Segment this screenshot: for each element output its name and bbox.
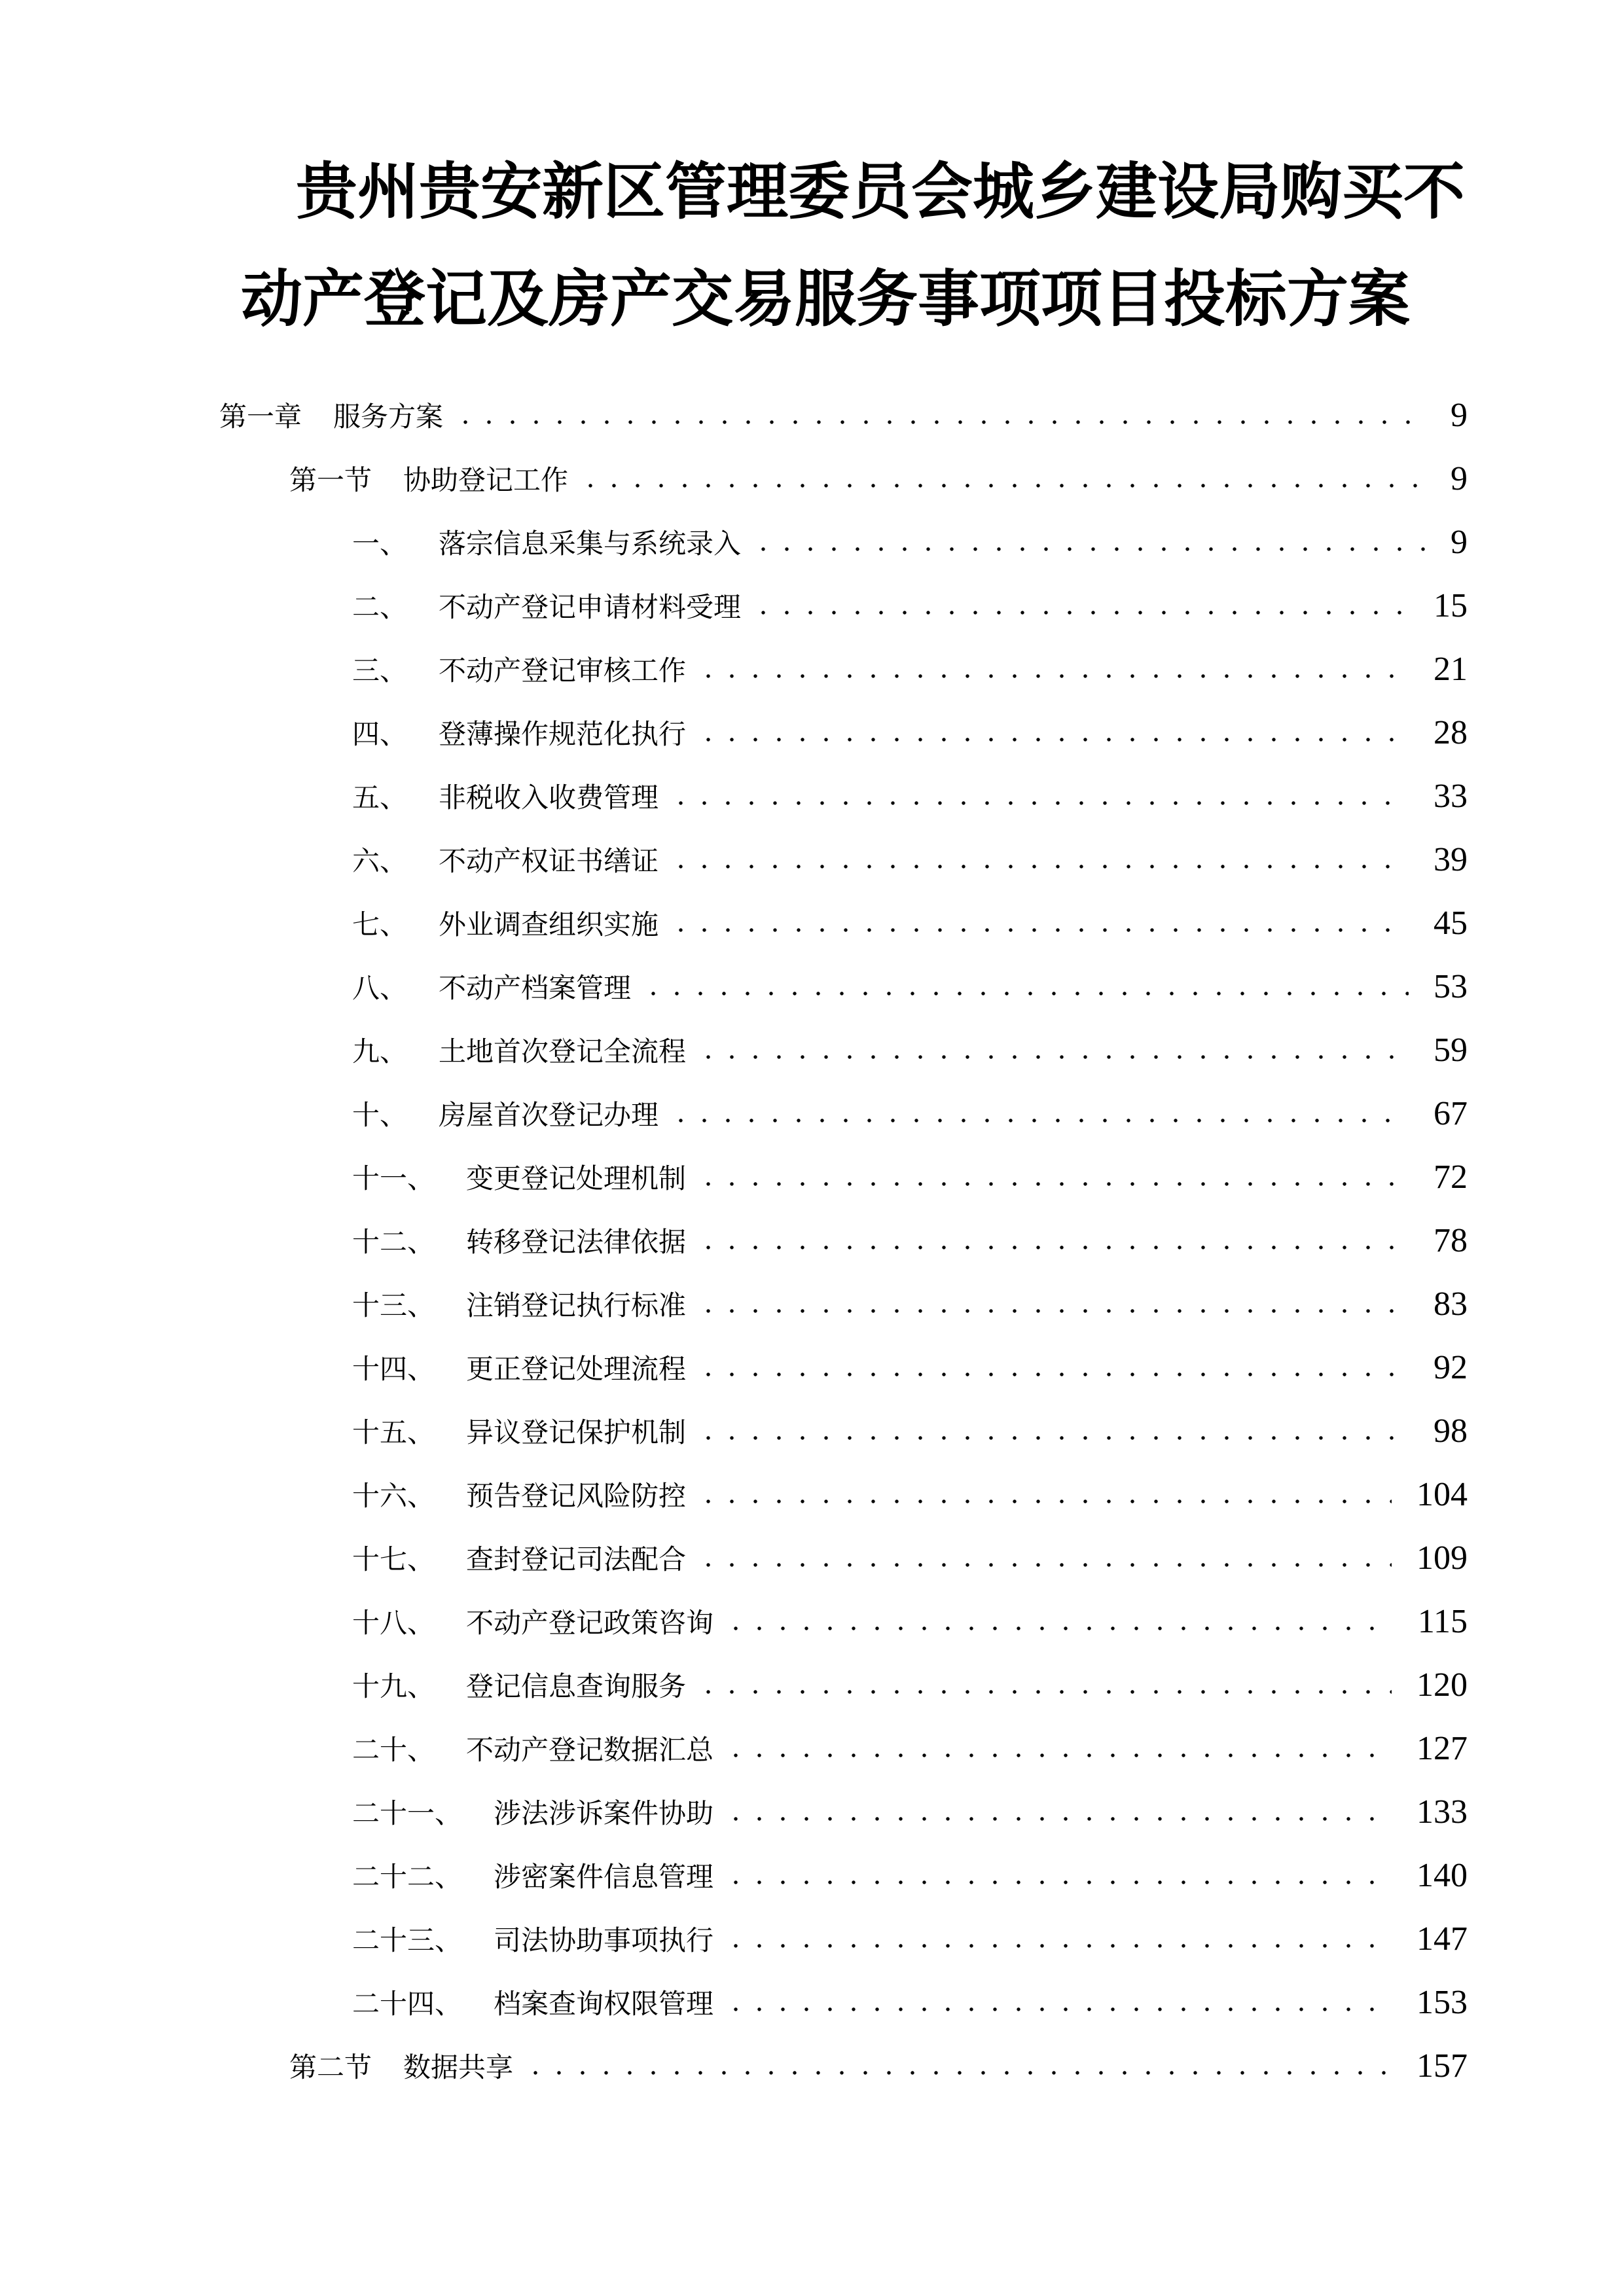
- toc-entry[interactable]: [0, 2034, 1624, 2098]
- toc-entry-page: 133: [1416, 1793, 1468, 1831]
- toc-entry-title: 房屋首次登记办理: [439, 1101, 659, 1131]
- dot-leader-icon: [524, 2069, 1392, 2077]
- toc-entry-number: 第一章: [219, 403, 302, 433]
- toc-entry-number: 十八、: [352, 1609, 435, 1639]
- toc-entry[interactable]: [0, 1272, 1624, 1336]
- toc-entry-number: 七、: [352, 910, 408, 941]
- dot-leader-icon: [696, 1180, 1409, 1188]
- toc-entry-number: 十六、: [352, 1482, 435, 1512]
- toc-entry[interactable]: [0, 1844, 1624, 1907]
- toc-entry[interactable]: [0, 1399, 1624, 1463]
- toc-entry[interactable]: [0, 1653, 1624, 1717]
- toc-entry-page: 53: [1434, 968, 1468, 1005]
- dot-leader-icon: [696, 1053, 1409, 1061]
- dot-leader-icon: [724, 1942, 1392, 1950]
- toc-entry-number: 六、: [352, 847, 408, 877]
- dot-leader-icon: [724, 1815, 1392, 1823]
- document-title-line1: 贵州贵安新区管理委员会城乡建设局购买不: [296, 158, 1466, 226]
- dot-leader-icon: [696, 1371, 1409, 1378]
- toc-entry-title: 服务方案: [333, 403, 444, 433]
- toc-entry[interactable]: [0, 1780, 1624, 1844]
- dot-leader-icon: [724, 2005, 1392, 2013]
- toc-entry-title: 档案查询权限管理: [494, 1990, 714, 2020]
- toc-entry-title: 数据共享: [403, 2053, 514, 2083]
- toc-entry-title: 不动产登记政策咨询: [466, 1609, 714, 1639]
- toc-entry-title: 异议登记保护机制: [466, 1418, 687, 1448]
- toc-entry-page: 120: [1416, 1666, 1468, 1704]
- toc-entry-page: 157: [1416, 2047, 1468, 2085]
- toc-entry-number: 二十二、: [352, 1863, 463, 1893]
- toc-entry[interactable]: [0, 1907, 1624, 1971]
- toc-entry-page: 33: [1434, 778, 1468, 815]
- dot-leader-icon: [669, 863, 1409, 870]
- toc-entry-title: 非税收入收费管理: [439, 783, 659, 814]
- toc-entry-title: 涉密案件信息管理: [494, 1863, 714, 1893]
- dot-leader-icon: [696, 1244, 1409, 1251]
- toc-entry-page: 21: [1434, 651, 1468, 688]
- toc-entry-page: 9: [1451, 524, 1468, 561]
- dot-leader-icon: [751, 545, 1426, 553]
- toc-entry-title: 落宗信息采集与系统录入: [439, 529, 742, 560]
- toc-entry-page: 98: [1434, 1412, 1468, 1450]
- toc-entry[interactable]: [0, 447, 1624, 511]
- toc-entry[interactable]: [0, 1590, 1624, 1653]
- toc-entry-page: 9: [1451, 397, 1468, 434]
- toc-entry-page: 109: [1416, 1539, 1468, 1577]
- toc-entry[interactable]: [0, 1971, 1624, 2034]
- toc-entry-page: 45: [1434, 905, 1468, 942]
- toc-entry-page: 92: [1434, 1349, 1468, 1386]
- toc-entry-title: 登薄操作规范化执行: [439, 720, 687, 750]
- toc-entry[interactable]: [0, 1209, 1624, 1272]
- toc-entry-number: 五、: [352, 783, 408, 814]
- toc-entry-number: 二十四、: [352, 1990, 463, 2020]
- toc-entry-number: 二、: [352, 593, 408, 623]
- toc-entry-title: 不动产档案管理: [439, 974, 632, 1004]
- toc-entry-page: 59: [1434, 1031, 1468, 1069]
- toc-entry-page: 147: [1416, 1920, 1468, 1958]
- dot-leader-icon: [696, 1307, 1409, 1315]
- dot-leader-icon: [696, 736, 1409, 744]
- toc-entry[interactable]: [0, 891, 1624, 955]
- toc-entry[interactable]: [0, 1717, 1624, 1780]
- toc-entry[interactable]: [0, 1145, 1624, 1209]
- toc-entry[interactable]: [0, 1336, 1624, 1399]
- toc-entry-title: 变更登记处理机制: [466, 1164, 687, 1194]
- dot-leader-icon: [751, 609, 1409, 617]
- toc-entry-page: 72: [1434, 1158, 1468, 1196]
- toc-entry-title: 更正登记处理流程: [466, 1355, 687, 1385]
- toc-entry-page: 15: [1434, 587, 1468, 624]
- toc-entry-number: 十九、: [352, 1672, 435, 1702]
- toc-entry[interactable]: [0, 1463, 1624, 1526]
- dot-leader-icon: [696, 1498, 1392, 1505]
- toc-entry-number: 二十一、: [352, 1799, 463, 1829]
- toc-entry-number: 一、: [352, 529, 408, 560]
- toc-entry-page: 104: [1416, 1476, 1468, 1513]
- toc-entry-page: 78: [1434, 1222, 1468, 1259]
- toc-entry-title: 土地首次登记全流程: [439, 1037, 687, 1067]
- dot-leader-icon: [696, 1434, 1409, 1442]
- toc-entry-number: 十一、: [352, 1164, 435, 1194]
- toc-entry-title: 登记信息查询服务: [466, 1672, 687, 1702]
- dot-leader-icon: [724, 1878, 1392, 1886]
- toc-entry-title: 转移登记法律依据: [466, 1228, 687, 1258]
- document-title: [0, 139, 1624, 353]
- toc-entry[interactable]: [0, 1082, 1624, 1145]
- toc-entry-number: 十三、: [352, 1291, 435, 1321]
- toc-entry[interactable]: [0, 574, 1624, 637]
- toc-entry-page: 153: [1416, 1984, 1468, 2021]
- toc-entry-title: 司法协助事项执行: [494, 1926, 714, 1956]
- dot-leader-icon: [641, 990, 1409, 997]
- toc-entry-title: 不动产登记数据汇总: [466, 1736, 714, 1766]
- dot-leader-icon: [454, 418, 1426, 426]
- toc-entry-title: 不动产登记审核工作: [439, 656, 687, 687]
- dot-leader-icon: [696, 1688, 1392, 1696]
- toc-entry-number: 十二、: [352, 1228, 435, 1258]
- toc-entry-number: 二十、: [352, 1736, 435, 1766]
- toc-entry[interactable]: [0, 701, 1624, 764]
- dot-leader-icon: [669, 926, 1409, 934]
- toc-entry-page: 67: [1434, 1095, 1468, 1132]
- toc-entry-number: 第一节: [289, 466, 372, 496]
- toc-entry[interactable]: [0, 828, 1624, 891]
- toc-entry-title: 预告登记风险防控: [466, 1482, 687, 1512]
- toc-list: [0, 353, 1624, 2098]
- toc-entry-number: 第二节: [289, 2053, 372, 2083]
- toc-entry-title: 协助登记工作: [403, 466, 569, 496]
- dot-leader-icon: [669, 1117, 1409, 1124]
- toc-entry-number: 十五、: [352, 1418, 435, 1448]
- toc-entry[interactable]: [0, 384, 1624, 447]
- dot-leader-icon: [724, 1624, 1393, 1632]
- toc-entry-number: 三、: [352, 656, 408, 687]
- toc-entry-number: 十四、: [352, 1355, 435, 1385]
- document-title-line2: 动产登记及房产交易服务事项项目投标方案: [241, 266, 1411, 334]
- toc-entry[interactable]: [0, 764, 1624, 828]
- toc-entry[interactable]: [0, 511, 1624, 574]
- toc-entry-title: 外业调查组织实施: [439, 910, 659, 941]
- toc-entry-page: 83: [1434, 1285, 1468, 1323]
- toc-entry-number: 九、: [352, 1037, 408, 1067]
- toc-entry-page: 9: [1451, 460, 1468, 497]
- toc-entry-page: 39: [1434, 841, 1468, 878]
- toc-entry-number: 四、: [352, 720, 408, 750]
- dot-leader-icon: [669, 799, 1409, 807]
- toc-entry-page: 28: [1434, 714, 1468, 751]
- toc-entry-title: 涉法涉诉案件协助: [494, 1799, 714, 1829]
- dot-leader-icon: [696, 1561, 1392, 1569]
- toc-entry[interactable]: [0, 1526, 1624, 1590]
- toc-entry-title: 查封登记司法配合: [466, 1545, 687, 1575]
- dot-leader-icon: [724, 1751, 1392, 1759]
- dot-leader-icon: [579, 482, 1426, 490]
- toc-entry-page: 115: [1417, 1603, 1468, 1640]
- toc-entry-title: 不动产登记申请材料受理: [439, 593, 742, 623]
- toc-entry-title: 注销登记执行标准: [466, 1291, 687, 1321]
- dot-leader-icon: [696, 672, 1409, 680]
- toc-entry-page: 140: [1416, 1857, 1468, 1894]
- toc-entry[interactable]: [0, 955, 1624, 1018]
- toc-entry-page: 127: [1416, 1730, 1468, 1767]
- toc-entry-number: 二十三、: [352, 1926, 463, 1956]
- toc-entry[interactable]: [0, 1018, 1624, 1082]
- toc-entry-number: 十七、: [352, 1545, 435, 1575]
- toc-entry[interactable]: [0, 637, 1624, 701]
- toc-entry-title: 不动产权证书缮证: [439, 847, 659, 877]
- toc-entry-number: 十、: [352, 1101, 408, 1131]
- toc-entry-number: 八、: [352, 974, 408, 1004]
